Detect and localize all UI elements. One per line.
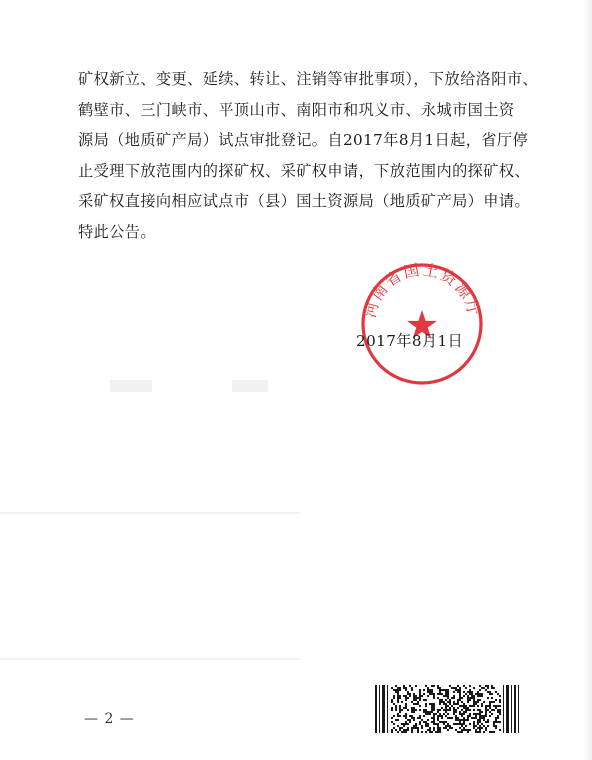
scan-artifact: [110, 380, 152, 392]
announcement-body: [78, 64, 538, 247]
scan-artifact: [0, 512, 300, 514]
body-line-3: 源局（地质矿产局）试点审批登记。自2017年8月1日起，省厅停: [78, 131, 529, 149]
body-line-1: 矿权新立、变更、延续、转让、注销等审批事项），下放给洛阳市、: [78, 70, 539, 88]
body-line-2: 鹤壁市、三门峡市、平顶山市、南阳市和巩义市、永城市国土资: [78, 100, 515, 119]
page-edge-shadow: [584, 0, 592, 760]
page-number: — 2 —: [84, 711, 135, 727]
seal-text: 河南省国土资源厅: [360, 260, 484, 320]
body-line-4: 止受理下放范围内的探矿权、采矿权申请，下放范围内的探矿权、: [78, 161, 531, 180]
scan-artifact: [0, 658, 300, 660]
document-date: 2017年8月1日: [356, 332, 464, 350]
scan-artifact: [232, 380, 268, 392]
official-seal: [358, 260, 486, 388]
body-line-5: 采矿权直接向相应试点市（县）国土资源局（地质矿产局）申请。: [78, 192, 531, 210]
body-line-6: 特此公告。: [78, 222, 156, 241]
barcode-icon: [373, 683, 521, 735]
